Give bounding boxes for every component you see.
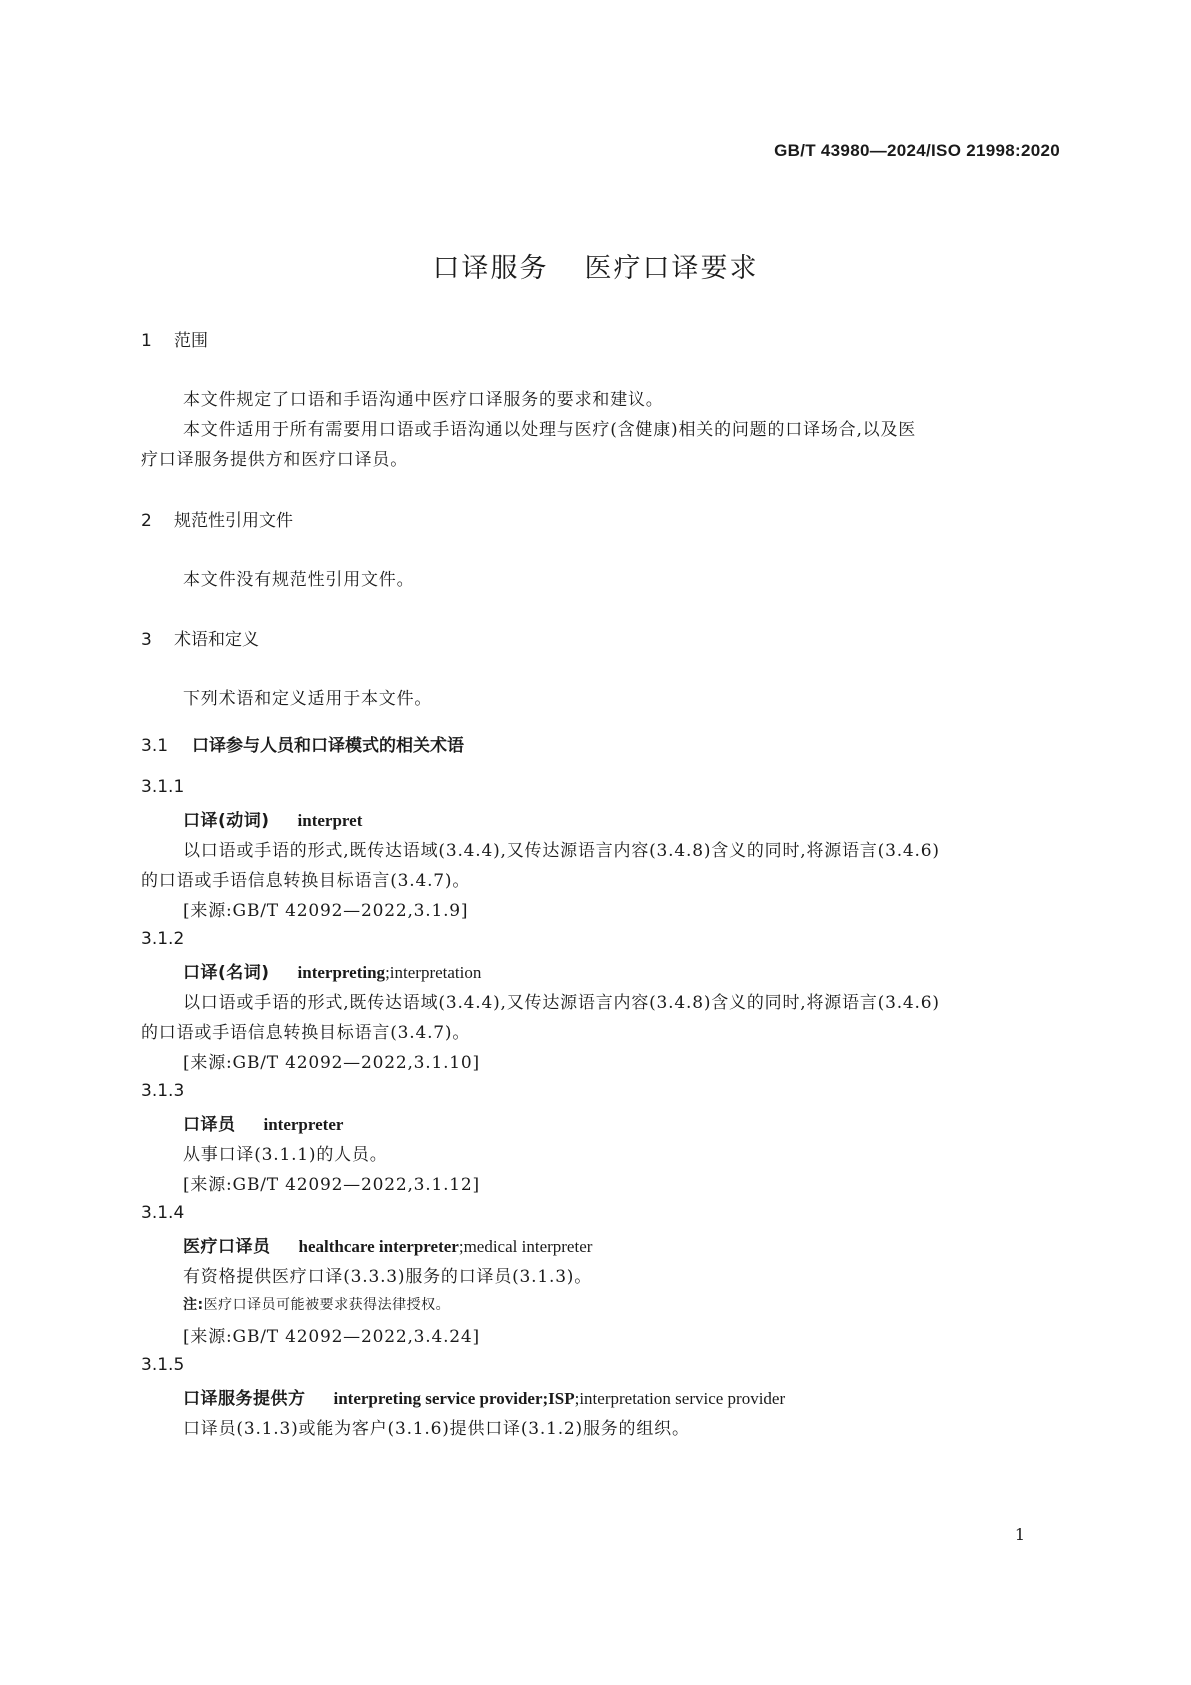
term-source: [来源:GB/T 42092—2022,3.1.12] xyxy=(183,1175,480,1195)
term-zh: 口译(动词) xyxy=(183,811,270,831)
term-alt: ;interpretation xyxy=(385,963,482,982)
term-definition: 以口语或手语的形式,既传达语域(3.4.4),又传达源语言内容(3.4.8)含义的同时,将源语言(3.4.6) xyxy=(183,993,940,1013)
term-en: interpreting service provider;ISP xyxy=(333,1389,575,1408)
term-number: 3.1.3 xyxy=(141,1081,185,1101)
section-3-1-heading: 3.1 口译参与人员和口译模式的相关术语 xyxy=(141,736,464,756)
document-title xyxy=(0,246,1191,285)
term-en: healthcare interpreter xyxy=(298,1237,459,1256)
term-definition: 以口语或手语的形式,既传达语域(3.4.4),又传达源语言内容(3.4.8)含义的同时,将源语言(3.4.6) xyxy=(183,841,940,861)
term-definition: 从事口译(3.1.1)的人员。 xyxy=(183,1145,388,1165)
term-alt: ;interpretation service provider xyxy=(574,1389,786,1408)
title-part-2: 医疗口译要求 xyxy=(584,253,759,284)
section-2-heading: 2 规范性引用文件 xyxy=(141,511,293,531)
term-definition: 口译员(3.1.3)或能为客户(3.1.6)提供口译(3.1.2)服务的组织。 xyxy=(183,1419,690,1439)
term-zh: 口译员 xyxy=(183,1115,236,1135)
term-zh: 口译(名词) xyxy=(183,963,270,983)
term-number: 3.1.4 xyxy=(141,1203,185,1223)
term-en: interpreter xyxy=(263,1115,344,1134)
note-label: 注: xyxy=(183,1297,204,1313)
term-entry xyxy=(183,958,481,983)
section-1-paragraph-2: 本文件适用于所有需要用口语或手语沟通以处理与医疗(含健康)相关的问题的口译场合,以及医 xyxy=(183,420,917,440)
standard-number: GB/T 43980—2024/ISO 21998:2020 xyxy=(774,141,1060,160)
term-entry xyxy=(183,806,362,831)
term-entry xyxy=(183,1384,785,1409)
term-en: interpreting xyxy=(297,963,386,982)
term-number: 3.1.1 xyxy=(141,777,185,797)
term-number: 3.1.5 xyxy=(141,1355,185,1375)
section-1-paragraph-2-cont: 疗口译服务提供方和医疗口译员。 xyxy=(141,450,408,470)
term-en: interpret xyxy=(297,811,363,830)
term-number: 3.1.2 xyxy=(141,929,185,949)
section-1-heading: 1 范围 xyxy=(141,331,208,351)
term-zh: 口译服务提供方 xyxy=(183,1389,306,1409)
term-definition-cont: 的口语或手语信息转换目标语言(3.4.7)。 xyxy=(141,871,471,891)
note-text: 医疗口译员可能被要求获得法律授权。 xyxy=(203,1297,451,1313)
section-3-heading: 3 术语和定义 xyxy=(141,630,259,650)
term-note xyxy=(183,1294,450,1314)
term-entry xyxy=(183,1110,343,1135)
term-source: [来源:GB/T 42092—2022,3.1.9] xyxy=(183,901,469,921)
title-part-1: 口译服务 xyxy=(432,253,549,284)
term-entry xyxy=(183,1232,592,1257)
term-source: [来源:GB/T 42092—2022,3.4.24] xyxy=(183,1327,480,1347)
page-number: 1 xyxy=(1014,1525,1025,1544)
section-1-paragraph-1: 本文件规定了口语和手语沟通中医疗口译服务的要求和建议。 xyxy=(183,390,664,410)
section-3-paragraph: 下列术语和定义适用于本文件。 xyxy=(183,689,433,709)
term-definition: 有资格提供医疗口译(3.3.3)服务的口译员(3.1.3)。 xyxy=(183,1267,593,1287)
term-source: [来源:GB/T 42092—2022,3.1.10] xyxy=(183,1053,480,1073)
term-alt: ;medical interpreter xyxy=(458,1237,593,1256)
section-2-paragraph: 本文件没有规范性引用文件。 xyxy=(183,570,415,590)
term-zh: 医疗口译员 xyxy=(183,1237,271,1257)
term-definition-cont: 的口语或手语信息转换目标语言(3.4.7)。 xyxy=(141,1023,471,1043)
